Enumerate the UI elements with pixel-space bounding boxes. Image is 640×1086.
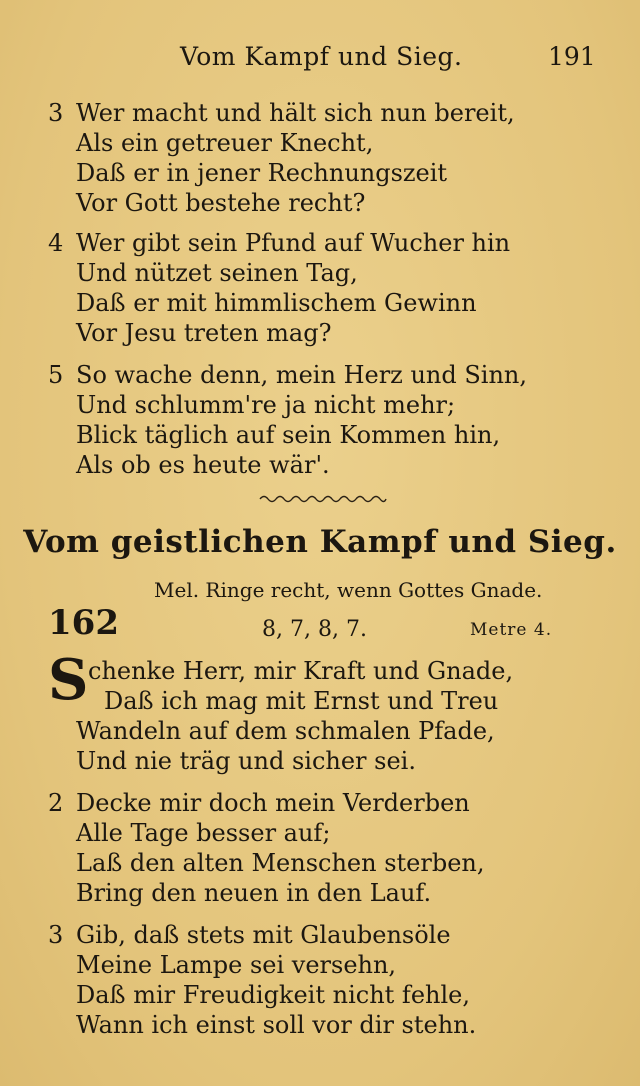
verse-line: Daß er mit himmlischem Gewinn [76,289,477,317]
verse-line: Blick täglich auf sein Kommen hin, [76,421,501,449]
verse-line: chenke Herr, mir Kraft und Gnade, [88,657,514,685]
verse-line: Decke mir doch mein Verderben [76,789,470,817]
meter-pattern: 8, 7, 8, 7. [262,617,367,642]
stanza-number: 3 [48,921,64,949]
verse-line: Und nie träg und sicher sei. [76,747,416,775]
stanza-number: 5 [48,361,64,389]
stanza-number: 2 [48,789,64,817]
running-header [0,42,640,82]
verse-line: Als ob es heute wär'. [76,451,330,479]
hymn-number: 162 [48,603,119,643]
ornament-divider [258,492,388,506]
stanza-number: 3 [48,99,64,127]
verse-line: Wann ich einst soll vor dir stehn. [76,1011,477,1039]
verse-line: Wer macht und hält sich nun bereit, [76,99,515,127]
verse-line: Als ein getreuer Knecht, [76,129,374,157]
verse-line: Meine Lampe sei versehn, [76,951,397,979]
verse-line: Daß mir Freudigkeit nicht fehle, [76,981,470,1009]
verse-line: Vor Jesu treten mag? [76,319,332,347]
section-title: Vom geistlichen Kampf und Sieg. [23,524,617,560]
running-title: Vom Kampf und Sieg. [180,42,463,71]
verse-line: Laß den alten Menschen sterben, [76,849,485,877]
verse-line: Vor Gott bestehe recht? [76,189,366,217]
verse-line: Daß ich mag mit Ernst und Treu [104,687,499,715]
verse-line: Bring den neuen in den Lauf. [76,879,432,907]
verse-line: Und nützet seinen Tag, [76,259,358,287]
page-number: 191 [548,42,596,71]
metre-label: Metre 4. [470,620,553,640]
verse-line: Wer gibt sein Pfund auf Wucher hin [76,229,511,257]
verse-line: Alle Tage besser auf; [76,819,331,847]
verse-line: So wache denn, mein Herz und Sinn, [76,361,528,389]
verse-line: Gib, daß stets mit Glaubensöle [76,921,451,949]
melody-reference: Mel. Ringe recht, wenn Gottes Gnade. [154,578,543,602]
stanza-number: 4 [48,229,64,257]
verse-line: Und schlumm're ja nicht mehr; [76,391,456,419]
verse-line: Wandeln auf dem schmalen Pfade, [76,717,495,745]
verse-line: Daß er in jener Rechnungszeit [76,159,448,187]
drop-cap: S [48,647,89,713]
